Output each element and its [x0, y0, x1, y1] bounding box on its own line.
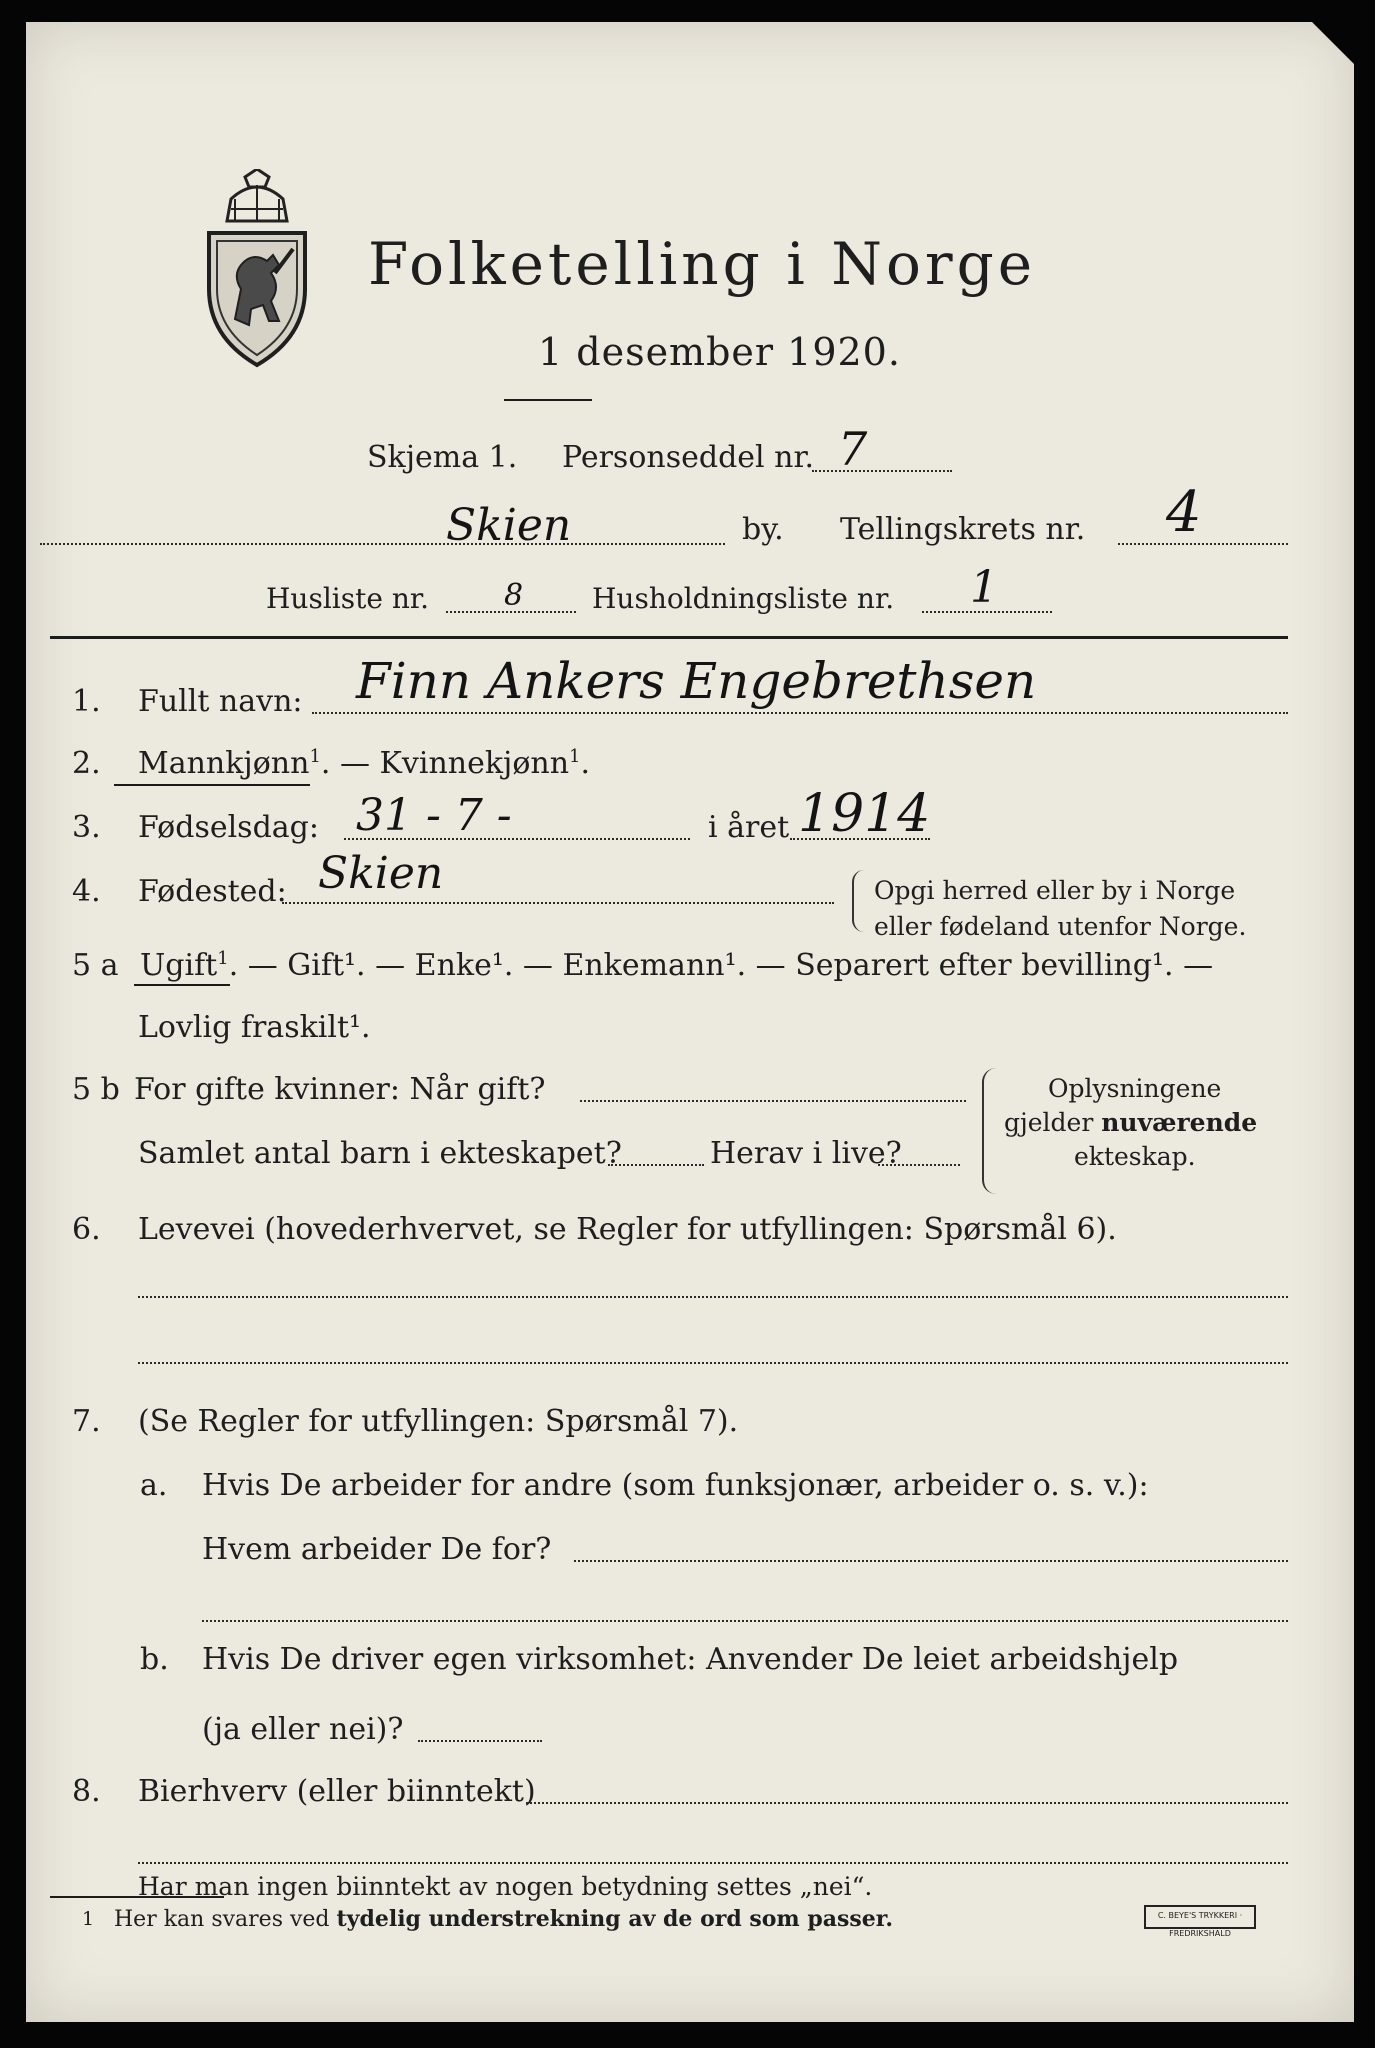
q5a-line2: Lovlig fraskilt¹. — [138, 1010, 371, 1045]
q8-line1 — [526, 1802, 1288, 1804]
tellingskrets-label: Tellingskrets nr. — [840, 512, 1086, 547]
q5b-label2: Samlet antal barn i ekteskapet? — [138, 1136, 622, 1171]
husliste-label: Husliste nr. — [266, 582, 430, 615]
husliste-value: 8 — [504, 578, 524, 613]
q5b-children-line — [608, 1164, 704, 1166]
q5b-label1: For gifte kvinner: Når gift? — [134, 1072, 546, 1107]
q6-number: 6. — [72, 1212, 101, 1247]
q5b-note-line2 — [1004, 1108, 1257, 1137]
q5a-other-options: . — Gift¹. — Enke¹. — Enkemann¹. — Separert efter bevilling¹. — — [228, 948, 1214, 983]
q5b-brace — [982, 1068, 996, 1194]
footnote-text — [114, 1906, 893, 1932]
q5b-number: 5 b — [72, 1072, 120, 1107]
q6-label: Levevei (hovederhvervet, se Regler for utfyllingen: Spørsmål 6). — [138, 1212, 1117, 1247]
q1-full-name-value: Finn Ankers Engebrethsen — [356, 652, 1037, 710]
q5a-options: Ugift$^1$. — Gift¹. — Enke¹. — Enkemann¹. — Separert efter bevilling¹. — — [140, 948, 1214, 983]
q1-line — [312, 712, 1288, 714]
q3-number: 3. — [72, 810, 101, 845]
q4-line — [282, 902, 834, 904]
q6-line2 — [138, 1362, 1288, 1364]
footnote-rule — [50, 1896, 224, 1898]
q5b-when-line — [580, 1100, 966, 1102]
q7b-label: Hvis De driver egen virksomhet: Anvender De leiet arbeidshjelp — [202, 1642, 1179, 1677]
by-label: by. — [742, 512, 784, 547]
q7-label: (Se Regler for utfyllingen: Spørsmål 7). — [138, 1404, 739, 1439]
printer-stamp: C. BEYE'S TRYKKERI · FREDRIKSHALD — [1144, 1905, 1256, 1929]
q2-separator: . — — [320, 746, 380, 781]
q8-line2 — [138, 1862, 1288, 1864]
personseddel-label: Personseddel nr. — [562, 440, 815, 475]
q3-label: Fødselsdag: — [138, 810, 319, 845]
q4-birthplace-value: Skien — [318, 848, 444, 899]
q7a-letter: a. — [140, 1468, 168, 1503]
q3-year-label: i året — [708, 810, 790, 845]
q7a-label: Hvis De arbeider for andre (som funksjonær, arbeider o. s. v.): — [202, 1468, 1149, 1503]
by-line — [40, 543, 725, 545]
folded-corner — [1312, 22, 1354, 64]
q5b-note-line3: ekteskap. — [1074, 1142, 1196, 1171]
q8-note: Har man ingen biinntekt av nogen betydning settes „nei“. — [138, 1872, 873, 1901]
census-date: 1 desember 1920. — [538, 330, 901, 374]
q3-year-value: 1914 — [798, 784, 931, 844]
q3-birthdate-value: 31 - 7 - — [356, 790, 512, 841]
q7a-line2 — [202, 1620, 1288, 1622]
title-divider — [504, 399, 592, 401]
footnote-text-b: tydelig understrekning av de ord som passer. — [336, 1906, 894, 1932]
q7b-label2: (ja eller nei)? — [202, 1712, 404, 1747]
q8-number: 8. — [72, 1774, 101, 1809]
q5b-note-gjelder: gjelder — [1004, 1108, 1102, 1137]
q8-label: Bierhverv (eller biinntekt) — [138, 1774, 536, 1809]
q1-label: Fullt navn: — [138, 684, 303, 719]
q7b-letter: b. — [140, 1642, 169, 1677]
q7-number: 7. — [72, 1404, 101, 1439]
by-value: Skien — [446, 500, 572, 551]
q4-number: 4. — [72, 874, 101, 909]
q5a-number: 5 a — [72, 948, 119, 983]
form-title: Folketelling i Norge — [368, 230, 1037, 298]
mannkjonn-underline — [114, 784, 310, 786]
q5b-note-nuvaerende: nuværende — [1101, 1108, 1258, 1137]
footnote-text-a: Her kan svares ved — [114, 1907, 337, 1932]
q4-brace — [852, 870, 864, 932]
q2-options: Mannkjønn$^1$. — Kvinnekjønn$^1$. — [138, 746, 591, 781]
husholdning-label: Husholdningsliste nr. — [592, 582, 895, 615]
q5b-alive-line — [878, 1164, 960, 1166]
skjema-label: Skjema 1. — [367, 440, 518, 475]
personseddel-value: 7 — [838, 422, 868, 476]
mannkjonn-option: Mannkjønn — [138, 746, 310, 781]
q7a-label2: Hvem arbeider De for? — [202, 1532, 552, 1567]
q5b-note-line1: Oplysningene — [1048, 1074, 1222, 1103]
q5b-label3: Herav i live? — [710, 1136, 902, 1171]
q1-number: 1. — [72, 684, 101, 719]
footnote-mark: 1 — [82, 1908, 95, 1930]
norwegian-coat-of-arms-icon — [201, 169, 313, 369]
census-form-sheet — [26, 22, 1354, 2022]
q7b-line — [418, 1740, 542, 1742]
tellingskrets-value: 4 — [1166, 480, 1202, 545]
header-separator — [50, 636, 1288, 639]
q2-number: 2. — [72, 746, 101, 781]
husholdning-value: 1 — [970, 562, 998, 613]
q4-note-line2: eller fødeland utenfor Norge. — [874, 912, 1247, 941]
q6-line1 — [138, 1296, 1288, 1298]
q2-end: . — [580, 746, 591, 781]
ugift-option: Ugift — [140, 948, 218, 983]
q4-label: Fødested: — [138, 874, 287, 909]
q7a-line1 — [574, 1560, 1288, 1562]
q4-note-line1: Opgi herred eller by i Norge — [874, 876, 1236, 905]
kvinnekjonn-option: Kvinnekjønn — [379, 746, 570, 781]
personseddel-line — [812, 470, 952, 472]
ugift-underline — [134, 984, 230, 986]
tellingskrets-line — [1118, 543, 1288, 545]
